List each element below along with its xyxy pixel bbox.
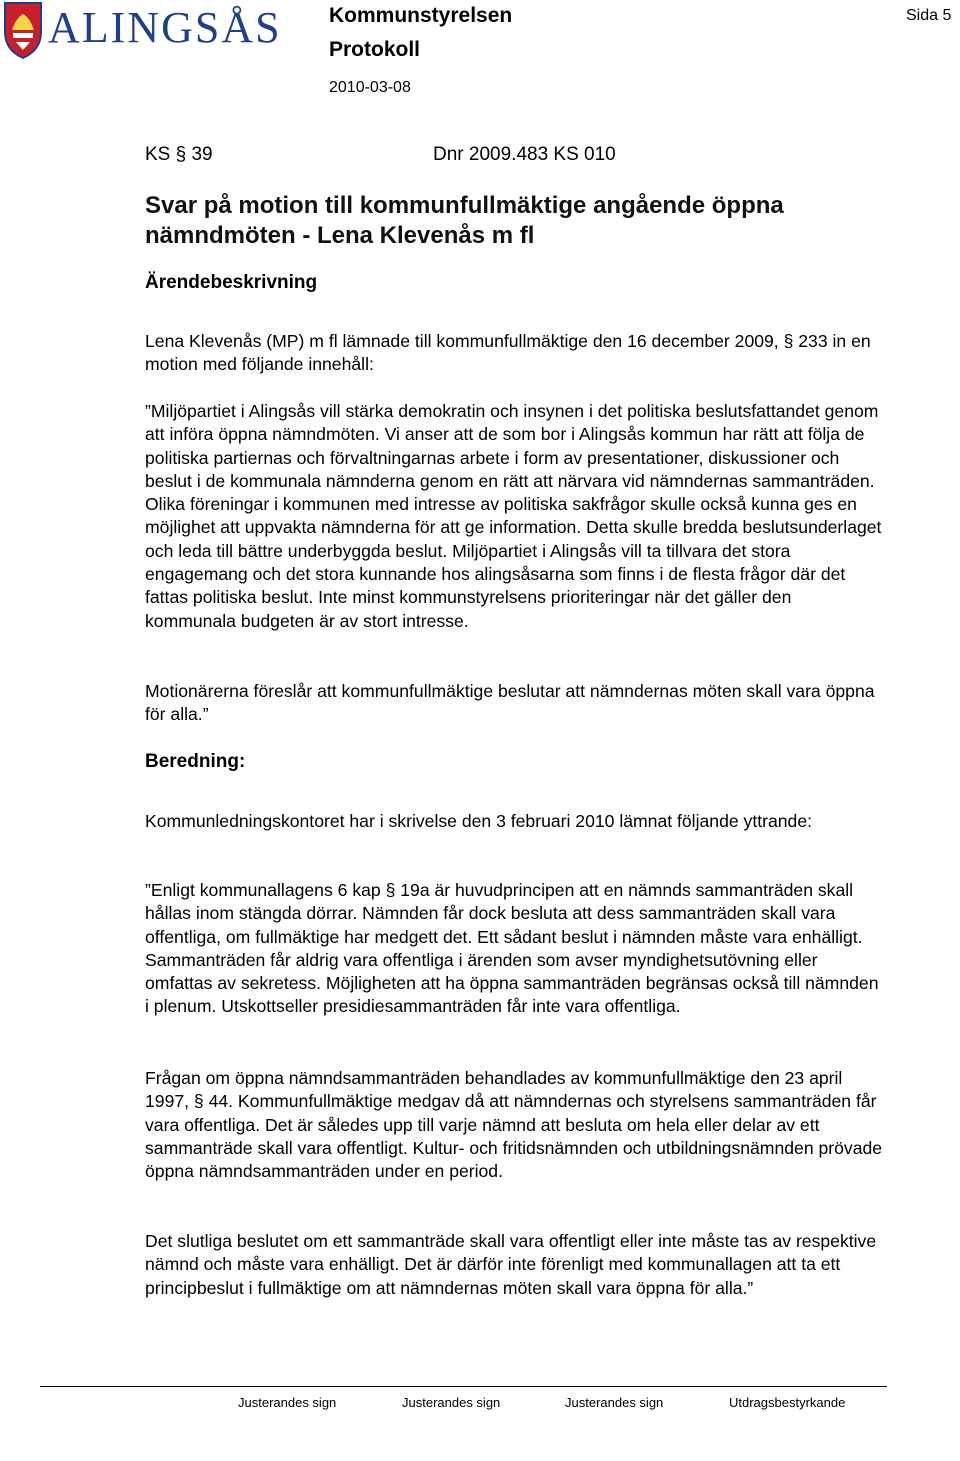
paragraph-office-statement: Kommunledningskontoret har i skrivelse den 3 februari 2010 lämnat följande yttrande: — [145, 811, 812, 831]
paragraph-motion-proposal: Motionärerna föreslår att kommunfullmäktige beslutar att nämndernas möten skall vara öppna för alla.” — [145, 681, 875, 725]
page-number: Sida 5 — [906, 7, 952, 24]
paragraph-intro: Lena Klevenås (MP) m fl lämnade till kommunfullmäktige den 16 december 2009, § 233 in en motion med följande innehåll: — [145, 331, 871, 375]
footer-signature-3: Justerandes sign — [565, 1395, 664, 1410]
paragraph-history: Frågan om öppna nämndsammanträden behandlades av kommunfullmäktige den 23 april 1997, § 44. Kommunfullmäktige medgav då att nämndernas och styrelsens sammanträden får vara offentliga. Det är således upp till varje nämnd att besluta om hela eller delar av ett sammanträde skall vara offentligt. Kultur- och fritidsnämnden och utbildningsnämnden prövade öppna nämndsammanträden under en period. — [145, 1068, 883, 1182]
footer-signature-1: Justerandes sign — [238, 1395, 337, 1410]
municipality-logo — [2, 0, 282, 62]
case-diary-number: Dnr 2009.483 KS 010 — [433, 144, 616, 165]
footer-divider — [40, 1386, 887, 1387]
case-paragraph-number: KS § 39 — [145, 144, 213, 165]
paragraph-law-quote: ”Enligt kommunallagens 6 kap § 19a är huvudprincipen att en nämnds sammanträden skall hållas inom stängda dörrar. Nämnden får dock besluta att dess sammanträden skall vara offentliga, om fullmäktige har medgett det. Ett sådant beslut i nämnden måste vara enhälligt. Sammanträden får aldrig vara offentliga i ärenden som avser myndighetsutövning eller omfattas av sekretess. Möjligheten att ha öppna sammanträden begränsas också till nämnden i plenum. Utskottseller presidiesammanträden får inte vara offentliga. — [145, 880, 879, 1017]
coat-of-arms-icon — [2, 0, 44, 60]
header-document-type: Protokoll — [329, 38, 421, 61]
header-date: 2010-03-08 — [329, 79, 411, 96]
paragraph-motion-quote: ”Miljöpartiet i Alingsås vill stärka demokratin och insynen i det politiska beslutsfattandet genom att införa öppna nämndmöten. Vi anser att de som bor i Alingsås kommun har rätt att följa de politiska partiernas och förvaltningarnas arbete i form av presentationer, diskussioner och beslut i de kommunala nämnderna genom en rätt att närvara vid nämndernas sammanträden. Olika föreningar i kommunen med intresse av politiska sakfrågor skulle också kunna ges en möjlighet att uppvakta nämnderna för att ge information. Detta skulle bredda beslutsunderlaget och leda till bättre underbyggda beslut. Miljöpartiet i Alingsås vill ta tillvara det stora engagemang och det stora kunnande hos alingsåsarna som finns i de flesta frågor där det fattas politiska beslut. Inte minst kommunstyrelsens prioriteringar när det gäller den kommunala budgeten är av stort intresse. — [145, 401, 882, 631]
footer-signature-2: Justerandes sign — [402, 1395, 501, 1410]
page-title: Svar på motion till kommunfullmäktige angående öppna nämndmöten - Lena Klevenås m fl — [145, 192, 784, 249]
footer-certification: Utdragsbestyrkande — [729, 1395, 846, 1410]
section-heading-arendebeskrivning: Ärendebeskrivning — [145, 272, 318, 293]
header-organization: Kommunstyrelsen — [329, 4, 513, 27]
section-heading-beredning: Beredning: — [145, 751, 246, 772]
logo-wordmark: ALINGSÅS — [48, 3, 282, 52]
paragraph-conclusion: Det slutliga beslutet om ett sammanträde skall vara offentligt eller inte måste tas av respektive nämnd och måste vara enhälligt. Det är därför inte förenligt med kommunallagen att ta ett principbeslut i fullmäktige om att nämndernas möten skall vara öppna för alla.” — [145, 1231, 877, 1298]
